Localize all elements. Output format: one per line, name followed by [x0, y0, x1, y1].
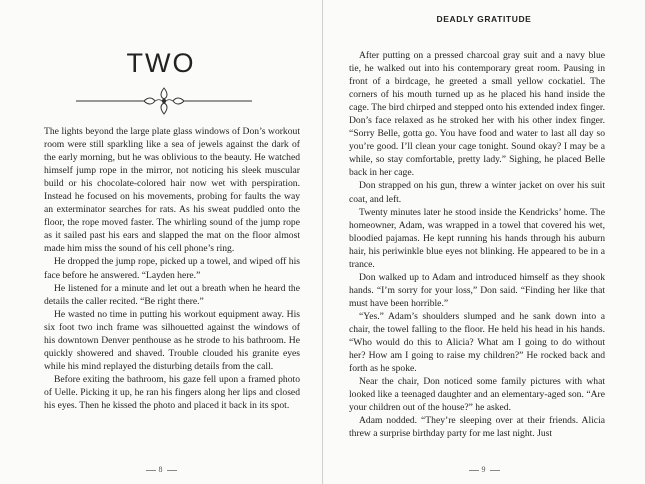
paragraph: Don strapped on his gun, threw a winter jacket on over his suit coat, and left.	[349, 180, 605, 205]
running-head: DEADLY GRATITUDE	[436, 14, 532, 24]
paragraph: He dropped the jump rope, picked up a towel, and wiped off his face before he answered. “Layden here.”	[44, 256, 300, 281]
paragraph: He wasted no time in putting his workout equipment away. His six foot two inch frame was silhouetted against the windows of his downtown Denver penthouse as he strode to his bathroom. He quickly showered and shaved. Trouble clouded his granite eyes while his mind replayed the disturbing details from the call.	[44, 308, 300, 372]
left-body-text	[44, 125, 300, 412]
paragraph: Twenty minutes later he stood inside the Kendricks’ home. The homeowner, Adam, was wrapped in a towel that covered his wet, bloodied pajamas. He kept running his hands through his auburn hair, his periwinkle blue eyes not blinking. He appeared to be in a trance.	[349, 206, 605, 270]
paragraph: After putting on a pressed charcoal gray suit and a navy blue tie, he walked out into his contemporary great room. Pausing in front of a birdcage, he greeted a small yellow cockatiel. The corners of his mouth turned up as he placed his hand inside the cage. The bird chirped and stepped onto his extended index finger. Don’s face relaxed as he stroked her with his other index finger. “Sorry Belle, gotta go. You have food and water to last all day so you’re good. I’ll clean your cage tonight. Sound okay? I may be a while, so stay comfortable, pretty lady.” Sighing, he placed Belle back in her cage.	[349, 50, 605, 179]
paragraph: Before exiting the bathroom, his gaze fell upon a framed photo of Uelle. Picking it up, he ran his fingers along her lips and closed his eyes. Then he kissed the photo and placed it back in its spot.	[44, 373, 300, 411]
right-page	[323, 0, 645, 484]
left-page	[0, 0, 322, 484]
right-body-text	[349, 49, 605, 440]
paragraph: “Yes.” Adam’s shoulders slumped and he sank down into a chair, the towel falling to the floor. He held his head in his hands. “Who would do this to Alicia? What am I going to do without her? How am I going to raise my children?” He rocked back and forth as he spoke.	[349, 310, 605, 375]
page-number-right: 9	[323, 465, 645, 474]
paragraph: Adam nodded. “They’re sleeping over at their friends. Alicia threw a surprise birthday party for me last night. Just	[349, 415, 605, 440]
chapter-title: TWO	[126, 48, 196, 78]
paragraph: The lights beyond the large plate glass windows of Don’s workout room were still sparkling like a sea of jewels against the dark of the early morning, but he was oblivious to the beauty. He watched himself jump rope in the mirror, not noticing his sleek muscular build or his chocolate-colored hair now wet with perspiration. Instead he focused on his movements, probing for faults the way an exterminator searches for rats. As his sweat puddled onto the floor, the rope moved faster. The whirling sound of the jump rope as it sailed past his ears and slapped the mat on the floor almost made him miss the sound of his cell phone’s ring.	[44, 126, 300, 255]
paragraph: He listened for a minute and let out a breath when he heard the details the caller recited. “Be right there.”	[44, 282, 300, 307]
chapter-ornament	[74, 86, 254, 116]
paragraph: Don walked up to Adam and introduced himself as they shook hands. “I’m sorry for your loss,” Don said. “Finding her like that must have been horrible.”	[349, 271, 605, 309]
page-number-left: 8	[0, 465, 322, 474]
paragraph: Near the chair, Don noticed some family pictures with what looked like a teenaged daughter and an elementary-aged son. “Are your children out of the house?” he asked.	[349, 376, 605, 414]
